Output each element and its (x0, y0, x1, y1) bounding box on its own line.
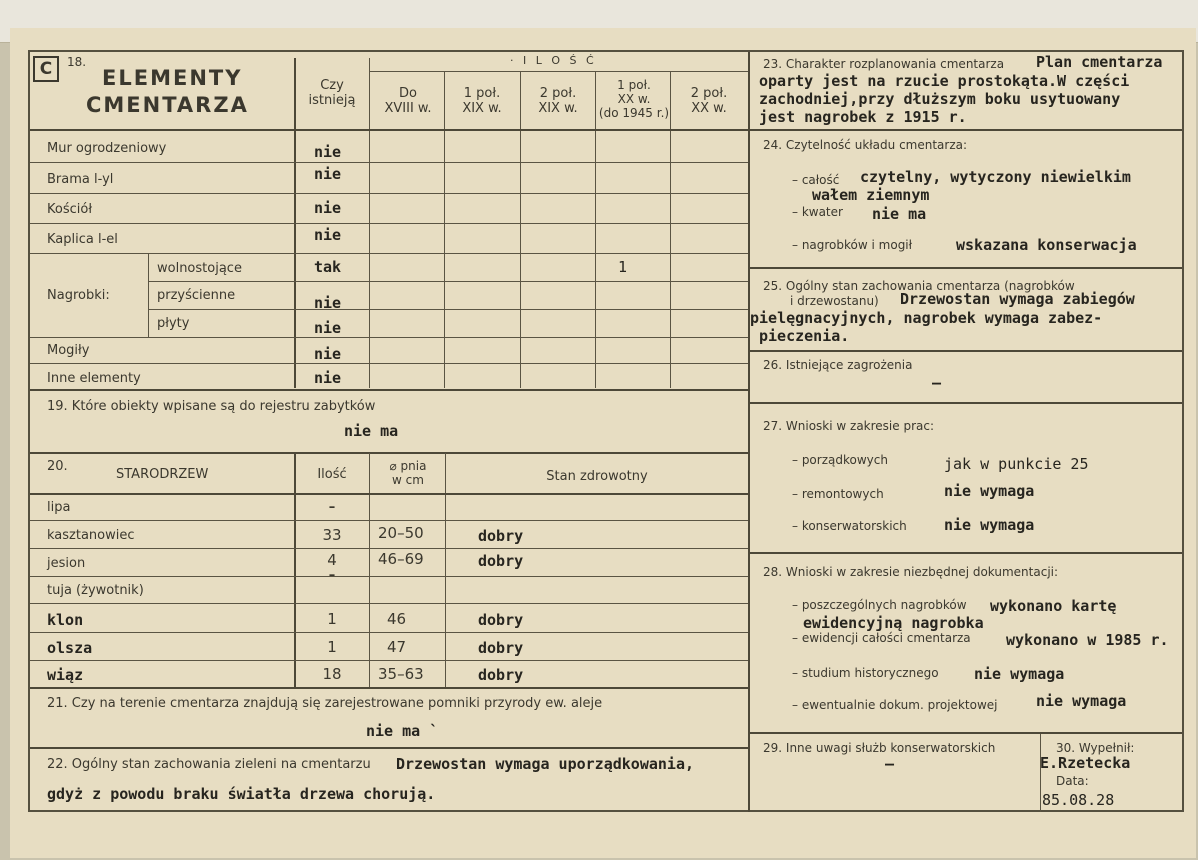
s22-label: 22. Ogólny stan zachowania zieleni na cmentarzu (47, 757, 371, 772)
s18-title-2: CMENTARZA (86, 93, 249, 117)
s28-label: 28. Wnioski w zakresie niezbędnej dokumentacji: (763, 565, 1059, 579)
s18-row-label: Brama l-yl (47, 172, 114, 187)
s18-hline (148, 281, 748, 282)
s22-value-1: Drzewostan wymaga uporządkowania, (396, 755, 695, 773)
s18-row-label: Kościół (47, 202, 93, 217)
s27-label: 27. Wnioski w zakresie prac: (763, 419, 935, 433)
tree-name: lipa (47, 500, 71, 515)
s20-hline (30, 520, 748, 521)
s23-label: 23. Charakter rozplanowania cmentarza (763, 57, 1005, 71)
s28-value-1b: ewidencyjną nagrobka (803, 614, 984, 632)
s28-value-3: nie wymaga (974, 665, 1065, 683)
s18-hline (30, 193, 748, 194)
s21-label: 21. Czy na terenie cmentarza znajdują się zarejestrowane pomniki przyrody ew. aleje (47, 696, 603, 711)
tree-diameter: 46 (387, 610, 407, 628)
s18-hline (30, 129, 748, 131)
tree-qty: – (328, 500, 336, 515)
s27-key-2: – remontowych (792, 487, 884, 501)
s25-hline (750, 350, 1182, 352)
s24-value-1b: wałem ziemnym (812, 186, 930, 204)
column-divider (748, 52, 750, 812)
s20-col-qty: Ilość (317, 467, 347, 482)
s18-hline (148, 309, 748, 310)
s20-hline (30, 632, 748, 633)
s29-value: – (885, 755, 895, 773)
s24-value-3: wskazana konserwacja (956, 236, 1137, 254)
s18-row-exists: nie (314, 165, 342, 183)
s20-hline (30, 603, 748, 604)
s27-value-3: nie wymaga (944, 516, 1035, 534)
s18-row-label: wolnostojące (157, 261, 242, 276)
s20-col-dia: ⌀ pnia w cm (389, 459, 427, 487)
tree-name: olsza (47, 639, 93, 657)
s18-vline (670, 72, 671, 388)
s18-title-1: ELEMENTY (102, 66, 243, 90)
s18-vline (444, 72, 445, 388)
s18-row-exists: tak (314, 258, 342, 276)
s21-hline (30, 747, 748, 749)
s19-label: 19. Które obiekty wpisane są do rejestru zabytków (47, 399, 376, 414)
tree-diameter: 47 (387, 638, 407, 656)
s18-row-label: Inne elementy (47, 371, 141, 386)
s20-hline (30, 493, 748, 495)
s18-hline (30, 337, 748, 338)
tree-name: wiąz (47, 666, 84, 684)
s28-value-1a: wykonano kartę (990, 597, 1117, 615)
s30-date: 85.08.28 (1042, 791, 1115, 809)
s20-vline (369, 453, 370, 687)
s25-label-2: i drzewostanu) (790, 294, 879, 308)
s18-col-5: 2 poł. XX w. (690, 86, 728, 116)
tree-qty: 4 (327, 551, 337, 569)
s18-ilosc-header: · I L O Ś Ć (510, 54, 597, 67)
s20-vline (445, 453, 446, 687)
tree-diameter: 20–50 (378, 524, 424, 542)
s28-key-1: – poszczególnych nagrobków (792, 598, 967, 612)
s18-row-label: Mur ogrodzeniowy (47, 141, 167, 156)
s24-label: 24. Czytelność układu cmentarza: (763, 138, 968, 152)
s22-value-2: gdyż z powodu braku światła drzewa chorują. (47, 785, 436, 803)
s27-value-1: jak w punkcie 25 (944, 455, 1089, 473)
tree-name: tuja (żywotnik) (47, 583, 144, 598)
s18-hline (30, 253, 748, 254)
tree-health: dobry (478, 639, 524, 657)
s30-name: E.Rzetecka (1040, 754, 1131, 772)
tree-qty: 1 (327, 638, 337, 656)
s18-row-label: przyścienne (157, 288, 236, 303)
s18-col-4: 1 poł. XX w. (do 1945 r.) (598, 78, 670, 120)
s28-hline (750, 732, 1182, 734)
tree-qty: – (328, 568, 336, 583)
s25-value-3: pieczenia. (759, 327, 850, 345)
s27-value-2: nie wymaga (944, 482, 1035, 500)
s24-hline (750, 267, 1182, 269)
s18-number: 18. (67, 55, 87, 69)
tree-name: kasztanowiec (47, 528, 135, 543)
s26-hline (750, 402, 1182, 404)
s26-value: – (932, 374, 942, 392)
s29-s30-divider (1040, 733, 1041, 812)
tree-name: klon (47, 611, 84, 629)
tree-qty: 33 (322, 526, 342, 544)
tree-health: dobry (478, 666, 524, 684)
s28-value-4: nie wymaga (1036, 692, 1127, 710)
s18-hline (30, 162, 748, 163)
s28-key-2: – ewidencji całości cmentarza (792, 631, 971, 645)
s18-group-label: Nagrobki: (47, 288, 110, 303)
s18-col-3: 2 poł. XIX w. (538, 86, 578, 116)
tree-diameter: 35–63 (378, 665, 424, 683)
s18-vline (148, 253, 149, 337)
s18-hline (30, 363, 748, 364)
s18-row-exists: nie (314, 319, 342, 337)
s24-key-3: – nagrobków i mogił (792, 238, 913, 252)
s20-hline (30, 687, 748, 689)
s30-date-label: Data: (1056, 774, 1089, 788)
s18-col-2: 1 poł. XIX w. (462, 86, 502, 116)
s27-key-1: – porządkowych (792, 453, 888, 467)
s18-row-exists: nie (314, 369, 342, 387)
tree-qty: 1 (327, 610, 337, 628)
tree-health: dobry (478, 552, 524, 570)
s23-line-3: zachodniej,przy dłuższym boku usytuowany (759, 90, 1121, 108)
s18-row-exists: nie (314, 345, 342, 363)
s18-row-label: Kaplica l-el (47, 232, 118, 247)
s29-label: 29. Inne uwagi służb konserwatorskich (763, 741, 996, 755)
s20-title: STARODRZEW (116, 467, 209, 482)
s18-count-cell: 1 (618, 258, 628, 276)
s18-row-label: płyty (157, 316, 190, 331)
s18-row-exists: nie (314, 294, 342, 312)
s25-value-1: Drzewostan wymaga zabiegów (900, 290, 1135, 308)
s21-value: nie ma ` (366, 722, 439, 740)
s20-hline (30, 548, 748, 549)
s27-key-3: – konserwatorskich (792, 519, 907, 533)
s18-col-1: Do XVIII w. (384, 86, 432, 116)
s24-value-2: nie ma (872, 205, 927, 223)
s18-vline (595, 72, 596, 388)
s28-key-3: – studium historycznego (792, 666, 939, 680)
s25-value-2: pielęgnacyjnych, nagrobek wymaga zabez- (750, 309, 1103, 327)
s18-row-label: Mogiły (47, 343, 90, 358)
s19-hline (30, 452, 748, 454)
tree-diameter: 46–69 (378, 550, 424, 568)
s20-col-health: Stan zdrowotny (546, 469, 648, 484)
tree-health: dobry (478, 527, 524, 545)
s18-vline (520, 72, 521, 388)
tree-qty: 18 (322, 665, 342, 683)
s27-hline (750, 552, 1182, 554)
s23-line-1: Plan cmentarza (1036, 53, 1163, 71)
s19-value: nie ma (344, 422, 399, 440)
s20-number: 20. (47, 459, 68, 474)
s30-label: 30. Wypełnił: (1056, 741, 1135, 755)
s28-key-4: – ewentualnie dokum. projektowej (792, 698, 998, 712)
s20-hline (30, 660, 748, 661)
s23-line-4: jest nagrobek z 1915 r. (759, 108, 967, 126)
s18-row-exists: nie (314, 199, 342, 217)
s24-key-2: – kwater (792, 205, 843, 219)
s18-hline (30, 223, 748, 224)
s25-label: 25. Ogólny stan zachowania cmentarza (nagrobków (763, 279, 1075, 293)
s26-label: 26. Istniejące zagrożenia (763, 358, 913, 372)
s23-hline (750, 129, 1182, 131)
s24-key-1: – całość (792, 173, 840, 187)
s20-hline (30, 576, 748, 577)
tree-name: jesion (47, 556, 86, 571)
s18-row-exists: nie (314, 143, 342, 161)
tree-health: dobry (478, 611, 524, 629)
s18-col-exists: Czy istnieją (308, 78, 356, 108)
s18-hline (369, 71, 748, 72)
card-letter: C (33, 56, 59, 82)
s28-value-2: wykonano w 1985 r. (1006, 631, 1169, 649)
s18-hline (30, 389, 748, 391)
s24-value-1a: czytelny, wytyczony niewielkim (860, 168, 1131, 186)
s23-line-2: oparty jest na rzucie prostokąta.W części (759, 72, 1130, 90)
s18-row-exists: nie (314, 226, 342, 244)
